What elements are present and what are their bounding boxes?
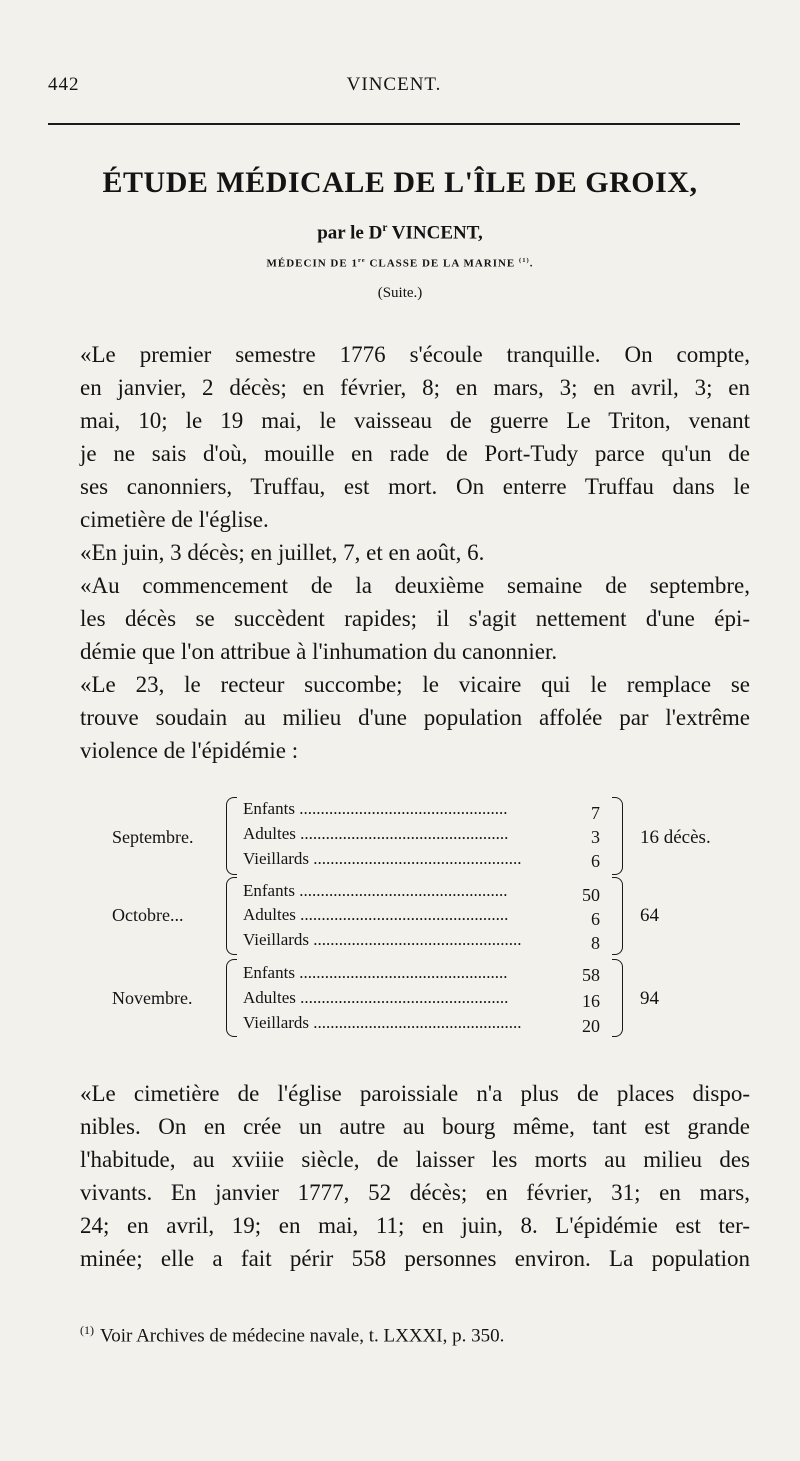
paragraph-5: [50, 1077, 750, 1275]
text-line: «En juin, 3 décès; en juillet, 7, et en août, 6.: [80, 540, 485, 565]
count: 16: [582, 991, 600, 1011]
page-number: 442: [48, 74, 80, 95]
month-total: 64: [640, 905, 659, 926]
affiliation-sup: re: [357, 257, 366, 264]
age-label: Enfants: [243, 963, 295, 982]
month-total: 16 décès.: [640, 827, 711, 848]
age-label: Enfants: [243, 799, 295, 818]
byline-sup: r: [382, 222, 388, 234]
text-line: vivants. En janvier 1777, 52 décès; en février, 31; en mars,: [80, 1180, 750, 1205]
age-group: Adultes .................................................: [243, 905, 509, 924]
count: 8: [591, 933, 600, 953]
header-rule: [48, 123, 740, 125]
age-group: Adultes .................................................: [243, 824, 509, 843]
text-line: nibles. On en crée un autre au bourg même, tant est grande: [80, 1114, 750, 1139]
footnote-ref: (1): [519, 257, 530, 264]
age-label: Vieillards: [243, 1013, 310, 1032]
count: 3: [591, 827, 600, 847]
age-label: Vieillards: [243, 930, 310, 949]
month-label: Octobre...: [112, 905, 184, 925]
age-group: Adultes .................................................: [243, 988, 509, 1007]
affiliation-end: .: [529, 257, 534, 270]
age-label: Enfants: [243, 881, 295, 900]
age-label: Adultes: [243, 988, 296, 1007]
text-line: les décès se succèdent rapides; il s'agit nettement d'une épi-: [80, 606, 750, 631]
count: 50: [582, 885, 600, 905]
right-brace: [612, 959, 623, 1037]
text-line: minée; elle a fait périr 558 personnes environ. La population: [80, 1246, 750, 1271]
text-line: «Au commencement de la deuxième semaine de septembre,: [80, 573, 750, 598]
text-line: mai, 10; le 19 mai, le vaisseau de guerre Le Triton, venant: [80, 408, 750, 433]
paragraph-4: [50, 668, 750, 767]
affiliation-text-2: CLASSE DE LA MARINE: [365, 257, 520, 270]
author-affiliation: [40, 257, 760, 270]
text-line: en janvier, 2 décès; en février, 8; en mars, 3; en avril, 3; en: [80, 375, 750, 400]
running-head: [48, 74, 740, 104]
right-brace: [612, 877, 623, 955]
age-label: Adultes: [243, 905, 296, 924]
age-label: Adultes: [243, 824, 296, 843]
age-group: Enfants .................................................: [243, 799, 508, 818]
month-label: Septembre.: [112, 827, 194, 847]
paragraph-1: [50, 338, 750, 536]
mortality-table: [0, 793, 800, 1053]
month-total: 94: [640, 988, 659, 1009]
affiliation-text: MÉDECIN DE 1: [266, 257, 358, 270]
text-line: violence de l'épidémie :: [80, 738, 299, 763]
count: 6: [591, 851, 600, 871]
footnote-marker: (1): [80, 1323, 94, 1337]
text-line: «Le cimetière de l'église paroissiale n'a plus de places dispo-: [80, 1081, 750, 1106]
age-group: Vieillards .................................................: [243, 930, 522, 949]
age-group: Vieillards .................................................: [243, 1013, 522, 1032]
count: 7: [591, 803, 600, 823]
text-line: l'habitude, au xviiie siècle, de laisser les morts au milieu des: [80, 1147, 750, 1172]
footnote-text: Voir Archives de médecine navale, t. LXXXI, p. 350.: [100, 1325, 505, 1347]
month-label: Novembre.: [112, 988, 193, 1008]
text-line: 24; en avril, 19; en mai, 11; en juin, 8. L'épidémie est ter-: [80, 1213, 750, 1238]
paragraph-3: [50, 569, 750, 668]
author-name: VINCENT,: [387, 222, 483, 244]
text-line: trouve soudain au milieu d'une population affolée par l'extrême: [80, 705, 750, 730]
text-line: cimetière de l'église.: [80, 507, 269, 532]
text-line: je ne sais d'où, mouille en rade de Port-Tudy parce qu'un de: [80, 441, 750, 466]
byline-prefix: par le D: [317, 222, 383, 244]
age-group: Enfants .................................................: [243, 963, 508, 982]
paragraph-2: [50, 536, 750, 569]
count: 6: [591, 909, 600, 929]
left-brace: [226, 797, 237, 875]
running-title: VINCENT.: [346, 74, 442, 95]
text-line: «Le premier semestre 1776 s'écoule tranquille. On compte,: [80, 342, 750, 367]
text-line: démie que l'on attribue à l'inhumation du canonnier.: [80, 639, 558, 664]
age-group: Enfants .................................................: [243, 881, 508, 900]
count: 20: [582, 1016, 600, 1036]
byline: [40, 222, 760, 244]
left-brace: [226, 877, 237, 955]
right-brace: [612, 797, 623, 875]
left-brace: [226, 959, 237, 1037]
article-title: ÉTUDE MÉDICALE DE L'ÎLE DE GROIX,: [102, 166, 698, 199]
text-line: «Le 23, le recteur succombe; le vicaire qui le remplace se: [80, 672, 750, 697]
age-label: Vieillards: [243, 849, 310, 868]
text-line: ses canonniers, Truffau, est mort. On enterre Truffau dans le: [80, 474, 750, 499]
footnote: [80, 1323, 760, 1347]
suite-label: (Suite.): [377, 285, 423, 301]
age-group: Vieillards .................................................: [243, 849, 522, 868]
count: 58: [582, 965, 600, 985]
